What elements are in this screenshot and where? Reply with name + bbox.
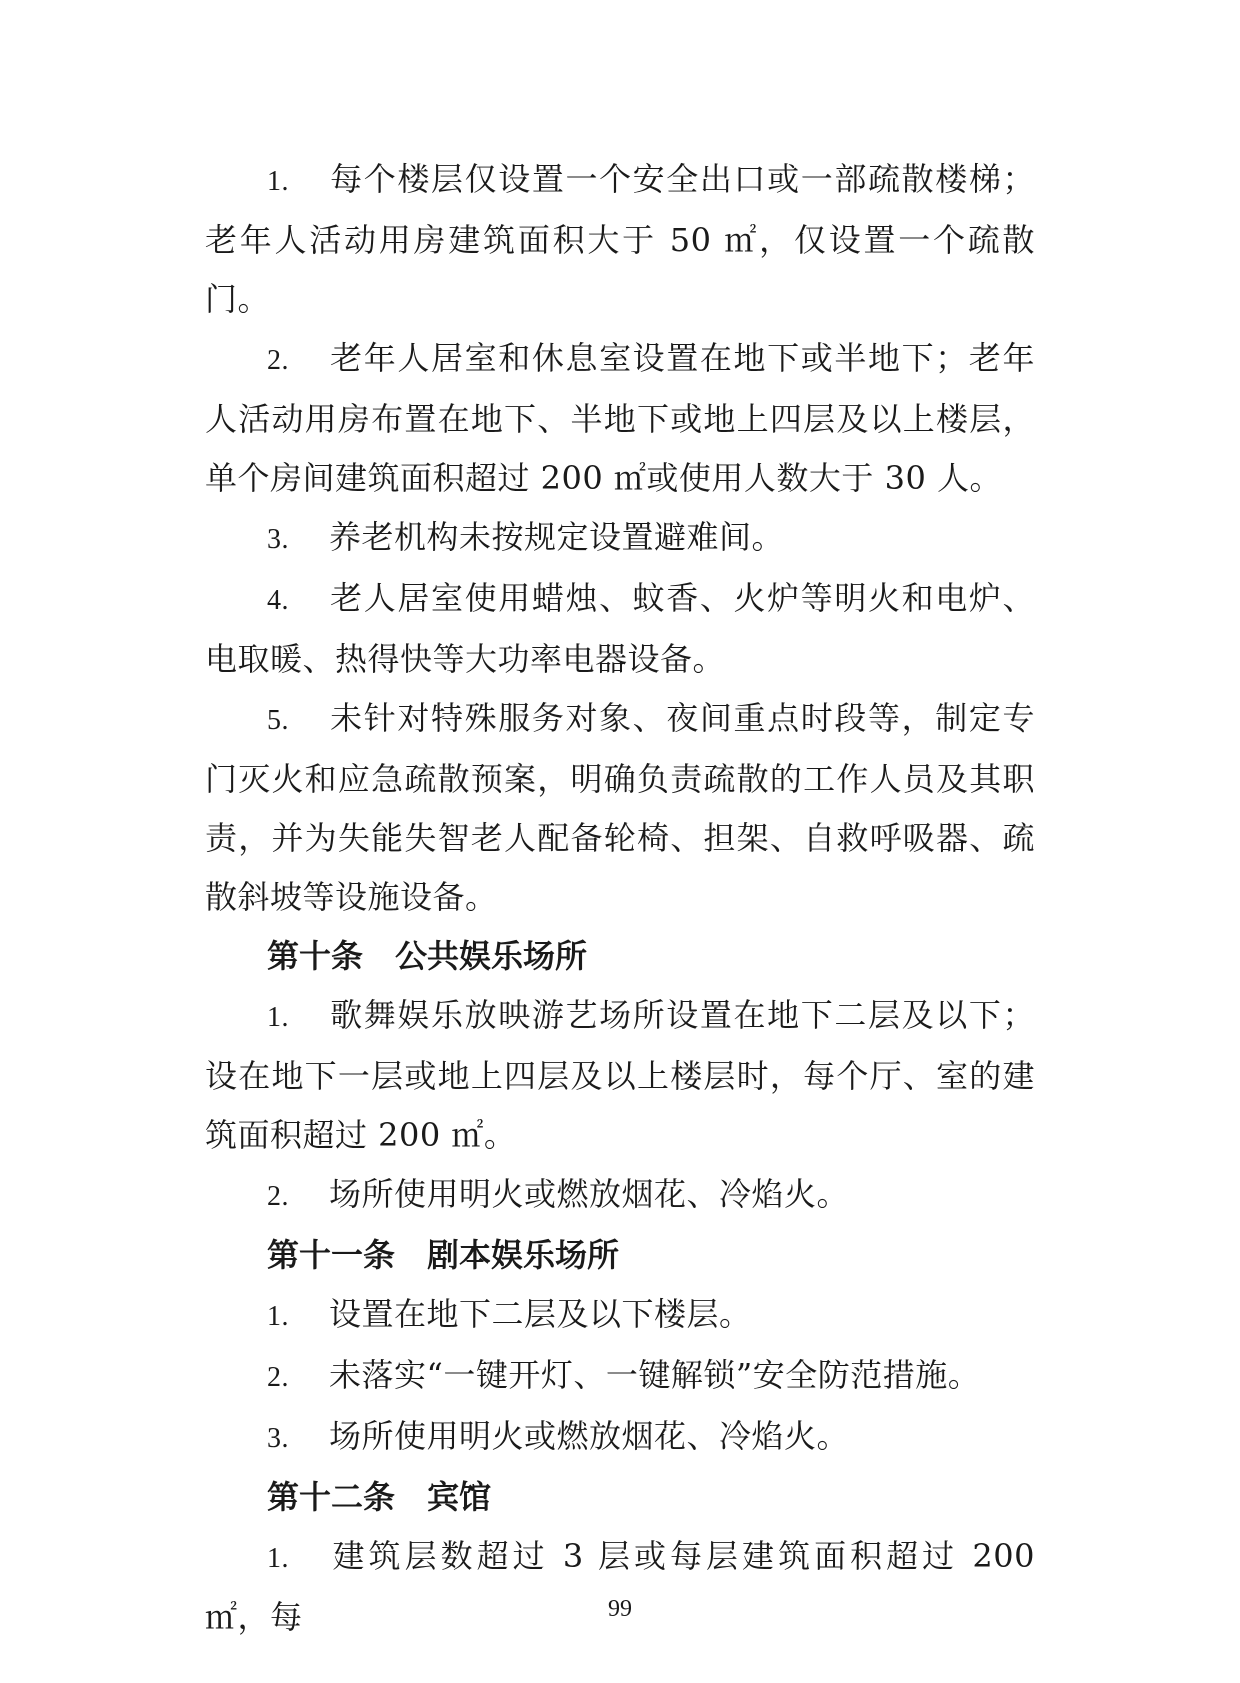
- item-text: 场所使用明火或燃放烟花、冷焰火。: [329, 1417, 850, 1455]
- list-item: [205, 1407, 1035, 1468]
- item-number: 4.: [267, 585, 289, 616]
- list-item: [205, 986, 1035, 1165]
- article-number: 第十二条: [267, 1478, 396, 1516]
- article-heading: [205, 1226, 1035, 1285]
- item-number: 1.: [267, 1002, 289, 1033]
- list-item: [205, 329, 1035, 508]
- article-title: 剧本娱乐场所: [427, 1236, 620, 1274]
- item-text: 未针对特殊服务对象、夜间重点时段等，制定专门灭火和应急疏散预案，明确负责疏散的工作人员及其职责，并为失能失智老人配备轮椅、担架、自救呼吸器、疏散斜坡等设施设备。: [205, 699, 1035, 916]
- article-title: 公共娱乐场所: [395, 937, 588, 975]
- article-title: 宾馆: [427, 1478, 492, 1516]
- item-number: 1.: [267, 1543, 289, 1574]
- item-number: 3.: [267, 1423, 289, 1454]
- article-heading: [205, 927, 1035, 986]
- list-item: [205, 689, 1035, 927]
- item-text: 老人居室使用蜡烛、蚊香、火炉等明火和电炉、电取暖、热得快等大功率电器设备。: [205, 579, 1035, 678]
- item-number: 1.: [267, 1301, 289, 1332]
- item-text: 未落实“一键开灯、一键解锁”安全防范措施。: [329, 1356, 981, 1394]
- item-text: 歌舞娱乐放映游艺场所设置在地下二层及以下；设在地下一层或地上四层及以上楼层时，每个厅、室的建筑面积超过 200 ㎡。: [205, 996, 1035, 1154]
- item-text: 老年人居室和休息室设置在地下或半地下；老年人活动用房布置在地下、半地下或地上四层及以上楼层，单个房间建筑面积超过 200 ㎡或使用人数大于 30 人。: [205, 339, 1035, 497]
- item-number: 2.: [267, 1362, 289, 1393]
- list-item: [205, 150, 1035, 329]
- list-item: [205, 508, 1035, 569]
- list-item: [205, 1285, 1035, 1346]
- item-text: 设置在地下二层及以下楼层。: [329, 1295, 752, 1333]
- list-item: [205, 1165, 1035, 1226]
- article-number: 第十一条: [267, 1236, 396, 1274]
- list-item: [205, 569, 1035, 689]
- item-number: 1.: [267, 166, 289, 197]
- item-text: 养老机构未按规定设置避难间。: [329, 518, 785, 556]
- list-item: [205, 1527, 1035, 1647]
- item-number: 2.: [267, 1181, 289, 1212]
- item-number: 3.: [267, 524, 289, 555]
- item-text: 场所使用明火或燃放烟花、冷焰火。: [329, 1175, 850, 1213]
- page-number: 99: [608, 1596, 632, 1622]
- list-item: [205, 1346, 1035, 1407]
- article-heading: [205, 1468, 1035, 1527]
- item-number: 5.: [267, 705, 289, 736]
- item-text: 建筑层数超过 3 层或每层建筑面积超过 200 ㎡，每: [205, 1537, 1035, 1636]
- document-body: [205, 150, 1035, 1647]
- item-number: 2.: [267, 345, 289, 376]
- item-text: 每个楼层仅设置一个安全出口或一部疏散楼梯；老年人活动用房建筑面积大于 50 ㎡，仅设置一个疏散门。: [205, 160, 1035, 318]
- article-number: 第十条: [267, 937, 364, 975]
